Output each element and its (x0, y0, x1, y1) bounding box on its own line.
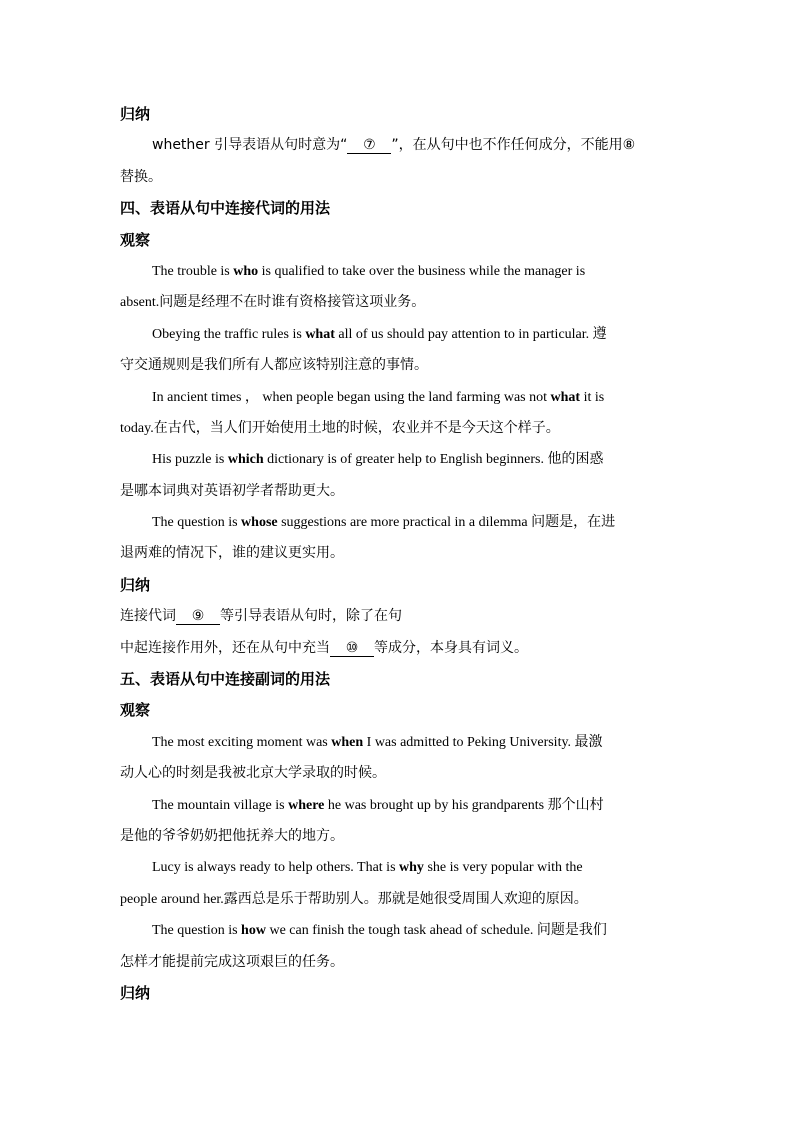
example-line: 动人心的时刻是我被北京大学录取的时候。 (120, 766, 386, 782)
keyword: who (233, 263, 259, 279)
example-line: today.在古代，当人们开始使用土地的时候，农业并不是今天这个样子。 (120, 420, 560, 436)
keyword: why (399, 860, 424, 876)
example-sentence (120, 852, 674, 915)
observe-heading: 观察 (120, 701, 151, 720)
example-sentence (120, 915, 674, 978)
summary-paragraph (120, 130, 674, 161)
example-line: The trouble is who is qualified to take over the business while the manager is (152, 263, 586, 279)
summary-paragraph: 连接代词 ⑨ 等引导表语从句时，除了在句 (120, 608, 402, 625)
example-sentence (120, 790, 674, 853)
example-sentence (120, 319, 674, 382)
example-line: The mountain village is where he was brought up by his grandparents 那个山村 (152, 797, 604, 813)
answer-blank-7: ⑦ (347, 137, 391, 154)
summary-heading: 归纳 (120, 575, 151, 594)
example-sentence (120, 382, 674, 445)
summary-heading: 归纳 (120, 105, 151, 123)
example-line: 怎样才能提前完成这项艰巨的任务。 (120, 954, 344, 970)
example-line: 是他的爷爷奶奶把他抚养大的地方。 (120, 828, 344, 844)
document-page (120, 99, 674, 1009)
section-heading: 五、表语从句中连接副词的用法 (120, 670, 331, 689)
example-line: In ancient times ， when people began using the land farming was not what it is (152, 389, 605, 405)
example-line: The question is whose suggestions are more practical in a dilemma 问题是，在进 (152, 515, 616, 531)
keyword: what (305, 326, 335, 342)
answer-blank-9: ⑨ (176, 608, 220, 625)
example-line: Obeying the traffic rules is what all of us should pay attention to in particular. 遵 (152, 326, 607, 342)
keyword: how (241, 923, 266, 939)
example-line: 守交通规则是我们所有人都应该特别注意的事情。 (120, 358, 428, 374)
summary-heading: 归纳 (120, 983, 151, 1002)
summary-text: 替换。 (120, 168, 162, 185)
keyword: what (550, 389, 581, 405)
keyword: when (331, 734, 364, 750)
example-sentence (120, 727, 674, 790)
example-sentence (120, 256, 674, 319)
example-line: Lucy is always ready to help others. That is why she is very popular with the (152, 860, 583, 876)
example-line: 是哪本词典对英语初学者帮助更大。 (120, 483, 344, 499)
answer-blank-10: ⑩ (330, 640, 374, 657)
keyword: whose (241, 515, 278, 531)
example-line: 退两难的情况下，谁的建议更实用。 (120, 546, 344, 562)
example-line: His puzzle is which dictionary is of greater help to English beginners. 他的困惑 (152, 452, 604, 468)
example-sentence (120, 444, 674, 507)
example-line: absent.问题是经理不在时谁有资格接管这项业务。 (120, 295, 426, 311)
section-heading: 四、表语从句中连接代词的用法 (120, 199, 331, 218)
keyword: where (288, 797, 325, 813)
keyword: which (227, 452, 264, 468)
summary-paragraph: 中起连接作用外，还在从句中充当 ⑩ 等成分，本身具有词义。 (120, 639, 528, 656)
summary-text: whether 引导表语从句时意为“ (152, 137, 348, 154)
example-sentence (120, 507, 674, 570)
example-line: The most exciting moment was when I was admitted to Peking University. 最激 (152, 734, 603, 750)
observe-heading: 观察 (120, 230, 151, 249)
example-line: The question is how we can finish the tough task ahead of schedule. 问题是我们 (152, 923, 607, 939)
summary-text: ”，在从句中也不作任何成分，不能用⑧ (391, 137, 636, 154)
example-line: people around her.露西总是乐于帮助别人。那就是她很受周围人欢迎的原因。 (120, 891, 588, 907)
